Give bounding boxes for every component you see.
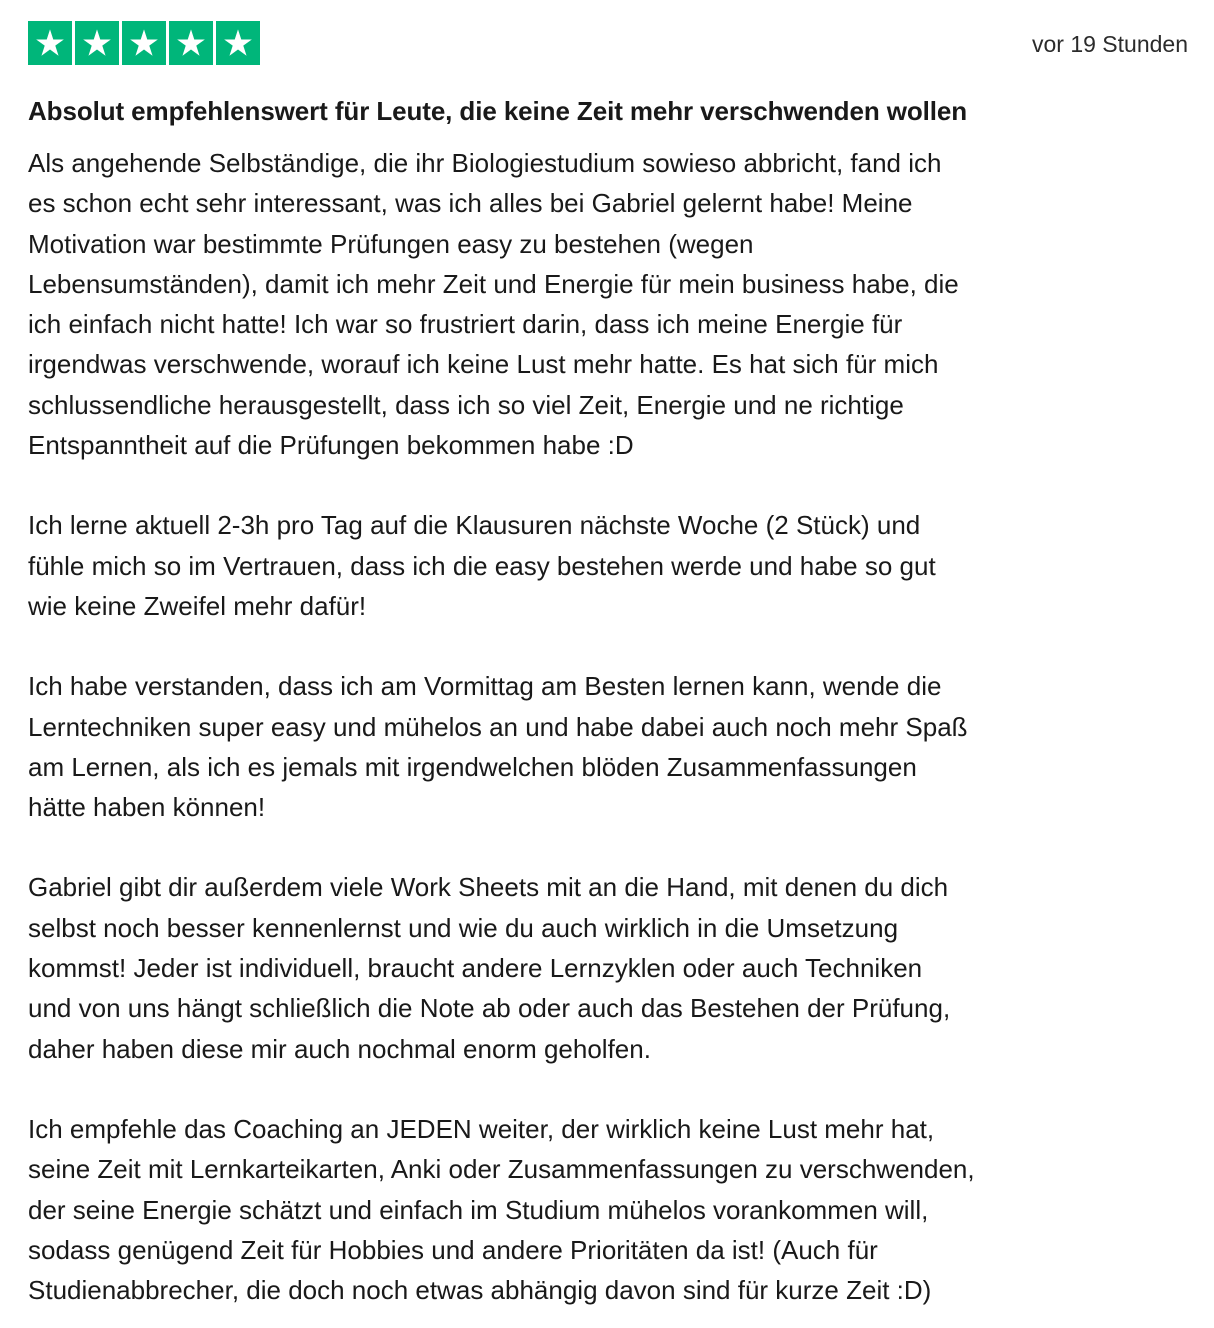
star-icon [28, 21, 72, 65]
review-text-line: Gabriel gibt dir außerdem viele Work Sheets mit an die Hand, mit denen du dich [28, 872, 949, 903]
review-text-line: Lebensumständen), damit ich mehr Zeit und Energie für mein business habe, die [28, 268, 959, 299]
review-text-line: sodass genügend Zeit für Hobbies und andere Prioritäten da ist! (Auch für [28, 1234, 878, 1265]
review-text-line: Ich lerne aktuell 2-3h pro Tag auf die Klausuren nächste Woche (2 Stück) und [28, 510, 921, 541]
review-text-line: der seine Energie schätzt und einfach im Studium mühelos vorankommen will, [28, 1194, 929, 1225]
review-body [28, 143, 1178, 1310]
review-text-line: selbst noch besser kennenlernst und wie du auch wirklich in die Umsetzung [28, 912, 899, 943]
review-paragraph [28, 666, 1178, 827]
review-text-line: schlussendliche herausgestellt, dass ich so viel Zeit, Energie und ne richtige [28, 389, 904, 420]
review-text-line: Motivation war bestimmte Prüfungen easy zu bestehen (wegen [28, 228, 754, 259]
star-rating [28, 21, 260, 65]
review-text-line: Entspanntheit auf die Prüfungen bekommen habe :D [28, 430, 634, 461]
review-header [28, 21, 1188, 65]
review-date: vor 19 Stunden [1031, 31, 1188, 57]
review-text-line: es schon echt sehr interessant, was ich alles bei Gabriel gelernt habe! Meine [28, 188, 913, 219]
review-text-line: Ich habe verstanden, dass ich am Vormittag am Besten lernen kann, wende die [28, 671, 942, 702]
review-text-line: irgendwas verschwende, worauf ich keine Lust mehr hatte. Es hat sich für mich [28, 349, 939, 380]
review-text-line: am Lernen, als ich es jemals mit irgendwelchen blöden Zusammenfassungen [28, 751, 917, 782]
review-paragraph [28, 1109, 1178, 1310]
review-text-line: Lerntechniken super easy und mühelos an und habe dabei auch noch mehr Spaß [28, 711, 968, 742]
star-icon [75, 21, 119, 65]
review-text-line: wie keine Zweifel mehr dafür! [28, 590, 367, 621]
star-icon [122, 21, 166, 65]
review-text-line: kommst! Jeder ist individuell, braucht andere Lernzyklen oder auch Techniken [28, 953, 923, 984]
star-icon [169, 21, 213, 65]
review-text-line: ich einfach nicht hatte! Ich war so frustriert darin, dass ich meine Energie für [28, 309, 903, 340]
review-text-line: Ich empfehle das Coaching an JEDEN weiter, der wirklich keine Lust mehr hat, [28, 1113, 935, 1144]
review-text-line: Als angehende Selbständige, die ihr Biologiestudium sowieso abbricht, fand ich [28, 148, 942, 178]
review-paragraph [28, 143, 1178, 465]
star-icon [216, 21, 260, 65]
review-text-line: seine Zeit mit Lernkarteikarten, Anki oder Zusammenfassungen zu verschwenden, [28, 1154, 975, 1185]
review-text-line: hätte haben können! [28, 792, 266, 823]
review-text-line: daher haben diese mir auch nochmal enorm geholfen. [28, 1033, 651, 1064]
review-text-line: und von uns hängt schließlich die Note ab oder auch das Bestehen der Prüfung, [28, 993, 951, 1024]
review-title: Absolut empfehlenswert für Leute, die keine Zeit mehr verschwenden wollen [28, 96, 968, 126]
review-text-line: Studienabbrecher, die doch noch etwas abhängig davon sind für kurze Zeit :D) [28, 1275, 932, 1306]
review-paragraph [28, 505, 1178, 626]
review-paragraph [28, 867, 1178, 1068]
review-text-line: fühle mich so im Vertrauen, dass ich die easy bestehen werde und habe so gut [28, 550, 936, 581]
